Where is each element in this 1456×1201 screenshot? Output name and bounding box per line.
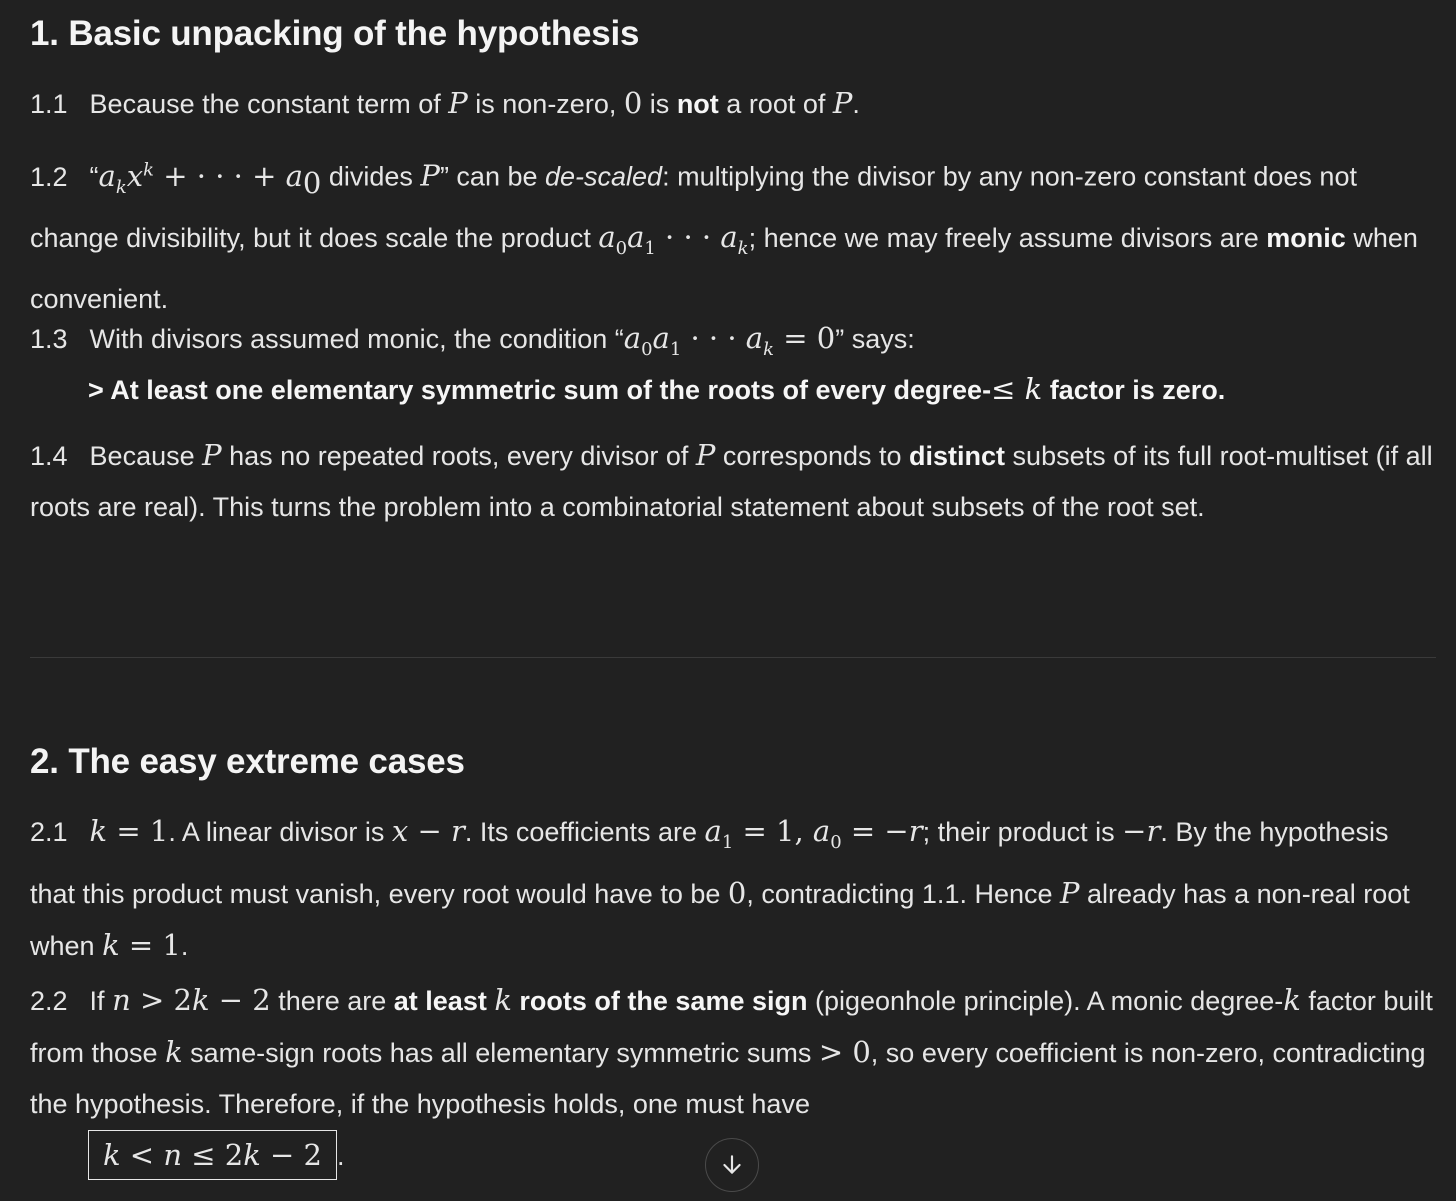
math-k-eq-1-b: k = 1 [102,927,181,962]
section-2-heading: 2. The easy extreme cases [30,742,465,781]
math-n-gt: n > 2k − 2 [112,983,271,1017]
math-coeffs: $a_1 = 1$, $a_0 = -r$ [704,814,923,853]
arrow-down-icon [719,1152,745,1178]
math-divisor-poly: $a_kx^k$ + · · · + $a_0$ [98,158,322,200]
paragraph-1-4: 1.4 Because P has no repeated roots, every divisor of P corresponds to distinct subsets of its full root-multiset (if all roots are real). This turns the problem into a combinatorial statement about subsets of the root set. [30,438,1433,522]
paragraph-2-1: 2.1 k = 1. A linear divisor is x − r. Its coefficients are $a_1 = 1$, $a_0 = -r$; their product is −r. By the hypothesis that this product must vanish, every root would have to be 0, contradicting 1.1. Hence P already has a non-real root when k = 1. [30,814,1410,962]
math-linear: x − r [391,814,465,848]
section-1-heading: 1. Basic unpacking of the hypothesis [30,14,640,53]
math-product-zero: $a_0a_1$ · · · $a_k = 0$ [623,321,836,360]
paragraph-1-1: 1.1 Because the constant term of P is non-zero, 0 is not a root of P. [30,86,860,120]
math-product: $a_0a_1$ · · · $a_k$ [598,220,749,260]
quote-statement: > At least one elementary symmetric sum of the roots of every degree-≤ k factor is zero. [88,372,1226,406]
paragraph-1-2: 1.2 “$a_kx^k$ + · · · + $a_0$ divides P” can be de-scaled: multiplying the divisor by any non-zero constant does not change divisibility, but it does scale the product $a_0a_1$ · · · $a_k$; hence we may freely assume divisors are monic when convenient. [30,158,1418,315]
paragraph-2-2: 2.2 If n > 2k − 2 there are at least k roots of the same sign (pigeonhole principle). A monic degree-k factor built from those k same-sign roots has all elementary symmetric sums > 0, so every coefficient is non-zero, contradicting the hypothesis. Therefore, if the hypothesis holds, one must have k < n ≤ 2k − 2 . [30,975,1436,1182]
boxed-result: k < n ≤ 2k − 2 [88,1130,337,1180]
math-k-eq-1: k = 1 [89,814,169,848]
math-neg-r: −r [1122,814,1161,848]
scroll-down-button[interactable] [705,1138,759,1192]
section-divider [30,657,1436,658]
paragraph-1-3: 1.3 With divisors assumed monic, the condition “$a_0a_1$ · · · $a_k = 0$” says: [30,321,915,360]
